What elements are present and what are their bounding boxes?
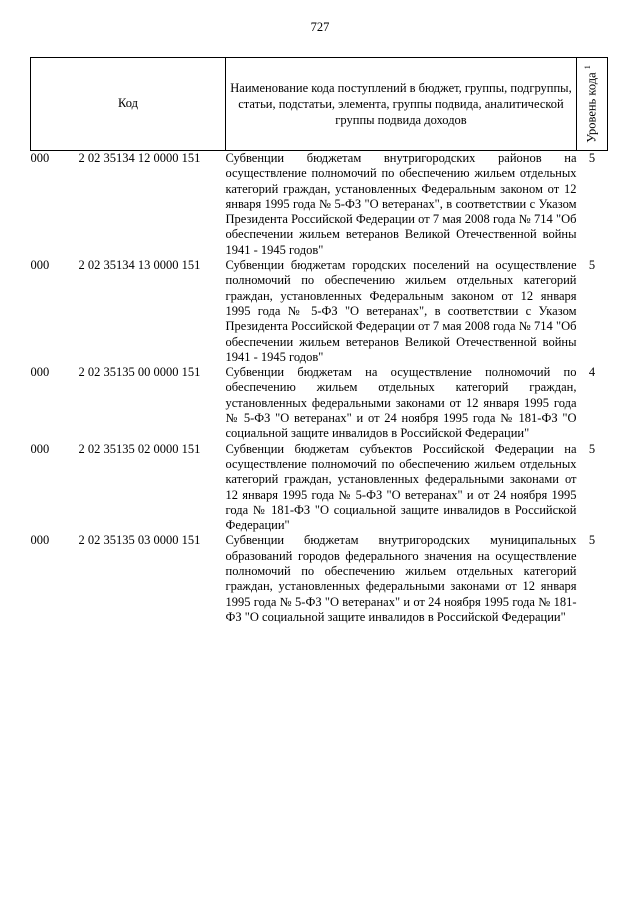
admin-code: 000: [30, 441, 50, 456]
code-cell: [31, 533, 226, 625]
name-cell: [226, 442, 577, 534]
budget-code: 2 02 35135 00 0000 151: [78, 365, 201, 380]
code-description: Субвенции бюджетам внутригородских районов на осуществление полномочий по обеспечению жильем отдельных категорий граждан, установленных Федеральным законом от 12 января 1995 года № 5-ФЗ "О ветеранах", в соответствии с Указом Президента Российской Федерации от 7 мая 2008 года № 714 "Об обеспечении жильем ветеранов Великой Отечественной войны 1941 - 1945 годов": [225, 151, 577, 257]
header-name: Наименование кода поступлений в бюджет, группы, подгруппы, статьи, подстатьи, элемента, группы подвида, аналитической группы подвида доходов: [226, 58, 577, 151]
table-header: [31, 58, 608, 151]
header-level-label: [584, 65, 599, 143]
budget-codes-table: [30, 57, 608, 625]
admin-code: 000: [30, 365, 50, 380]
code-level: 5: [588, 151, 596, 165]
page-number: 727: [310, 20, 330, 34]
code-cell: [31, 258, 226, 365]
header-code: Код: [31, 58, 226, 151]
table-row: [31, 533, 608, 625]
name-cell: [226, 258, 577, 365]
code-level: 4: [588, 365, 596, 380]
table-row: [31, 365, 608, 441]
budget-code: 2 02 35134 13 0000 151: [78, 258, 201, 273]
code-level: 5: [588, 258, 596, 273]
code-description: Субвенции бюджетам городских поселений на осуществление полномочий по обеспечению жильем отдельных категорий граждан, установленных Федеральным законом от 12 января 1995 года № 5-ФЗ "О ветеранах", в соответствии с Указом Президента Российской Федерации от 7 мая 2008 года № 714 "Об обеспечении жильем ветеранов Великой Отечественной войны 1941 - 1945 годов": [225, 258, 577, 364]
header-level: [577, 58, 608, 151]
header-level-text: Уровень кода: [584, 72, 599, 143]
code-description: Субвенции бюджетам на осуществление полномочий по обеспечению жильем отдельных категорий граждан, установленных федеральными законами от 12 января 1995 года № 5-ФЗ "О ветеранах" и от 24 ноября 1995 года № 181-ФЗ "О социальной защите инвалидов в Российской Федерации": [225, 365, 577, 441]
name-cell: [226, 365, 577, 441]
table-row: [31, 442, 608, 534]
code-description: Субвенции бюджетам внутригородских муниципальных образований городов федерального значения на осуществление полномочий по обеспечению жильем отдельных категорий граждан, установленных федеральными законами от 12 января 1995 года № 5-ФЗ "О ветеранах" и от 24 ноября 1995 года № 181-ФЗ "О социальной защите инвалидов в Российской Федерации": [225, 533, 577, 624]
budget-code: 2 02 35135 02 0000 151: [78, 441, 201, 456]
budget-code: 2 02 35135 03 0000 151: [78, 533, 201, 548]
name-cell: [226, 533, 577, 625]
table-row: [31, 151, 608, 259]
admin-code: 000: [30, 258, 50, 273]
admin-code: 000: [30, 533, 50, 548]
code-level: 5: [588, 441, 596, 456]
code-level: 5: [588, 533, 596, 548]
admin-code: 000: [30, 151, 50, 165]
budget-code: 2 02 35134 12 0000 151: [78, 151, 201, 165]
code-description: Субвенции бюджетам субъектов Российской Федерации на осуществление полномочий по обеспечению жильем отдельных категорий граждан, установленных федеральными законами от 12 января 1995 года № 5-ФЗ "О ветеранах" и от 24 ноября 1995 года № 181-ФЗ "О социальной защите инвалидов в Российской Федерации": [225, 441, 577, 533]
code-cell: [31, 442, 226, 534]
table-body: [31, 151, 608, 626]
table-row: [31, 258, 608, 365]
code-cell: [31, 151, 226, 259]
name-cell: [226, 151, 577, 259]
code-cell: [31, 365, 226, 441]
header-level-footnote: 1: [583, 65, 593, 70]
